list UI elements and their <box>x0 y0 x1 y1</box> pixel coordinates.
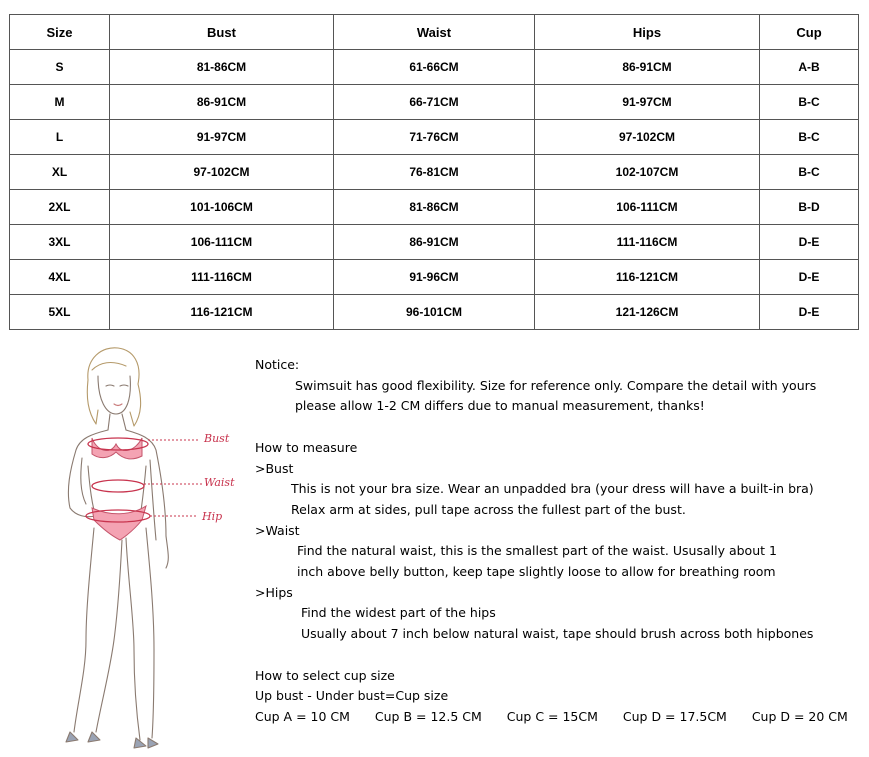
bust-instruction: This is not your bra size. Wear an unpadded bra (your dress will have a built-in bra) <box>291 481 814 497</box>
table-row <box>10 225 859 260</box>
body-measurement-illustration <box>30 340 240 750</box>
cell-bust: 101-106CM <box>110 190 334 225</box>
table-row <box>10 85 859 120</box>
cell-waist: 81-86CM <box>334 190 535 225</box>
cell-cup: D-E <box>760 225 859 260</box>
cup-size-item: Cup C = 15CM <box>506 708 598 724</box>
hips-heading: >Hips <box>255 584 293 600</box>
bust-heading: >Bust <box>255 460 294 476</box>
cell-size: XL <box>10 155 110 190</box>
notice-line: please allow 1-2 CM differs due to manual measurement, thanks! <box>295 398 705 414</box>
cup-size-item: Cup A = 10 CM <box>255 708 350 724</box>
cell-cup: A-B <box>760 50 859 85</box>
cell-bust: 91-97CM <box>110 120 334 155</box>
cell-waist: 86-91CM <box>334 225 535 260</box>
cell-size: L <box>10 120 110 155</box>
cell-size: 2XL <box>10 190 110 225</box>
cup-size-item: Cup D = 17.5CM <box>622 708 727 724</box>
cell-cup: B-C <box>760 85 859 120</box>
table-row <box>10 50 859 85</box>
waist-label: Waist <box>204 476 235 489</box>
cell-size: S <box>10 50 110 85</box>
cell-size: 3XL <box>10 225 110 260</box>
measure-title: How to measure <box>255 439 358 455</box>
cell-cup: B-D <box>760 190 859 225</box>
cell-hips: 102-107CM <box>535 155 760 190</box>
notice-line: Swimsuit has good flexibility. Size for reference only. Compare the detail with yours <box>295 377 817 393</box>
table-header-row <box>10 15 859 50</box>
cell-waist: 91-96CM <box>334 260 535 295</box>
cell-hips: 91-97CM <box>535 85 760 120</box>
cell-waist: 76-81CM <box>334 155 535 190</box>
cell-cup: D-E <box>760 260 859 295</box>
cup-size-item: Cup B = 12.5 CM <box>374 708 482 724</box>
waist-instruction: inch above belly button, keep tape slightly loose to allow for breathing room <box>297 564 776 580</box>
waist-instruction: Find the natural waist, this is the smallest part of the waist. Ususally about 1 <box>297 543 777 559</box>
cup-size-item: Cup D = 20 CM <box>751 708 848 724</box>
cell-bust: 86-91CM <box>110 85 334 120</box>
cell-bust: 81-86CM <box>110 50 334 85</box>
cell-size: 5XL <box>10 295 110 330</box>
cell-bust: 106-111CM <box>110 225 334 260</box>
measurement-notes <box>255 355 865 728</box>
cup-sizes <box>255 707 865 728</box>
cup-formula: Up bust - Under bust=Cup size <box>255 688 449 704</box>
table-row <box>10 295 859 330</box>
notice-title: Notice: <box>255 357 300 372</box>
cell-hips: 97-102CM <box>535 120 760 155</box>
header-waist: Waist <box>334 15 535 50</box>
cell-waist: 61-66CM <box>334 50 535 85</box>
size-chart-table <box>9 14 859 330</box>
cell-size: 4XL <box>10 260 110 295</box>
cell-hips: 121-126CM <box>535 295 760 330</box>
header-size: Size <box>10 15 110 50</box>
cell-waist: 71-76CM <box>334 120 535 155</box>
header-cup: Cup <box>760 15 859 50</box>
table-row <box>10 120 859 155</box>
cell-waist: 66-71CM <box>334 85 535 120</box>
cell-cup: B-C <box>760 120 859 155</box>
cell-cup: B-C <box>760 155 859 190</box>
cell-hips: 111-116CM <box>535 225 760 260</box>
cell-hips: 116-121CM <box>535 260 760 295</box>
hips-instruction: Usually about 7 inch below natural waist, tape should brush across both hipbones <box>301 626 814 642</box>
hips-instruction: Find the widest part of the hips <box>301 605 496 621</box>
hip-label: Hip <box>202 510 223 523</box>
table-row <box>10 190 859 225</box>
cell-bust: 97-102CM <box>110 155 334 190</box>
cell-bust: 111-116CM <box>110 260 334 295</box>
table-row <box>10 155 859 190</box>
cell-hips: 86-91CM <box>535 50 760 85</box>
bust-instruction: Relax arm at sides, pull tape across the fullest part of the bust. <box>291 501 686 517</box>
cell-hips: 106-111CM <box>535 190 760 225</box>
table-row <box>10 260 859 295</box>
header-bust: Bust <box>110 15 334 50</box>
cup-title: How to select cup size <box>255 667 395 683</box>
cell-cup: D-E <box>760 295 859 330</box>
cell-bust: 116-121CM <box>110 295 334 330</box>
header-hips: Hips <box>535 15 760 50</box>
waist-heading: >Waist <box>255 522 300 538</box>
cell-size: M <box>10 85 110 120</box>
bust-label: Bust <box>204 432 230 445</box>
cell-waist: 96-101CM <box>334 295 535 330</box>
